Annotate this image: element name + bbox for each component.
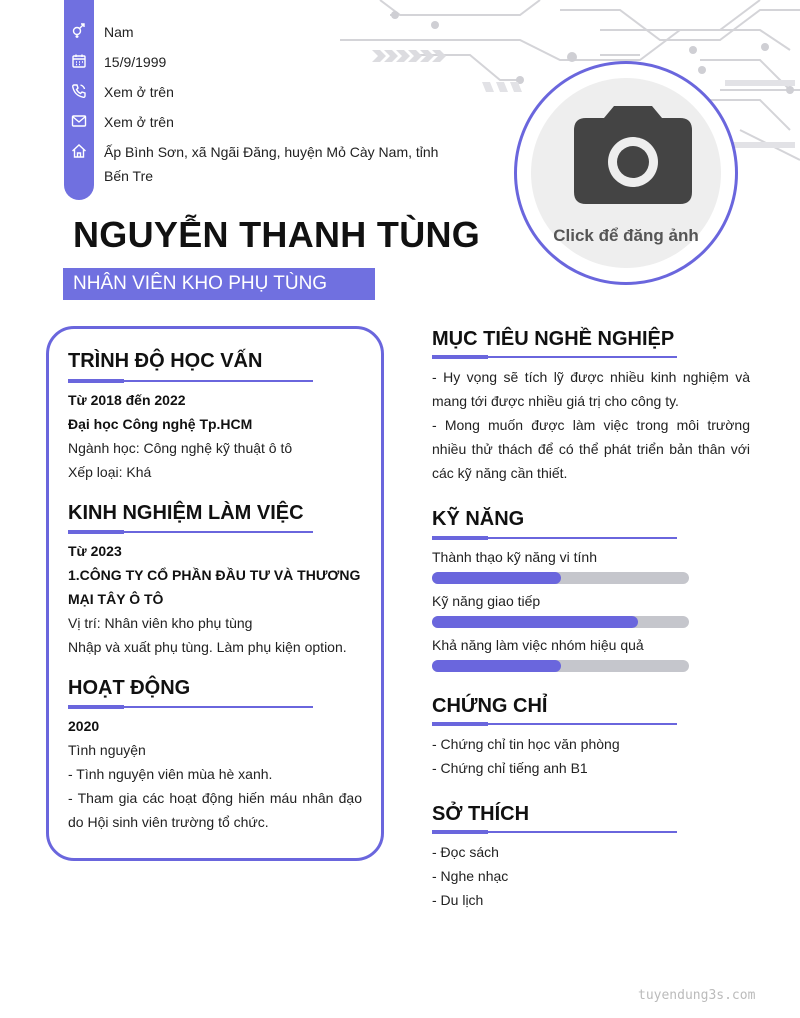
hobby-item: - Đọc sách [432, 844, 499, 860]
skill-label: Khả năng làm việc nhóm hiệu quả [432, 637, 644, 653]
objective-line-2: - Mong muốn được làm việc trong môi trường nhiều thử thách để có thể phát triển bản thân với các kỹ năng cần thiết. [432, 417, 750, 481]
activities-name: Tình nguyện [68, 742, 146, 758]
photo-upload[interactable] [514, 61, 738, 285]
education-title: TRÌNH ĐỘ HỌC VẤN [68, 350, 263, 372]
skill-bar [432, 616, 689, 628]
photo-upload-label: Click để đăng ảnh [553, 226, 699, 245]
address-text: Ấp Bình Sơn, xã Ngãi Đăng, huyện Mỏ Cày Nam, tỉnh Bến Tre [104, 144, 439, 184]
objective-title: MỤC TIÊU NGHỀ NGHIỆP [432, 328, 675, 350]
skill-bar-fill [432, 660, 561, 672]
education-period: Từ 2018 đến 2022 [68, 392, 186, 408]
experience-divider [68, 531, 313, 533]
education-rank: Xếp loại: Khá [68, 464, 152, 480]
education-major: Ngành học: Công nghệ kỹ thuật ô tô [68, 440, 293, 456]
certificates-title: CHỨNG CHỈ [432, 695, 548, 717]
activities-title: HOẠT ĐỘNG [68, 677, 191, 699]
gender-text: Nam [104, 24, 134, 40]
certificates-divider [432, 723, 677, 725]
skill-bar [432, 660, 689, 672]
home-icon [64, 140, 94, 162]
skill-label: Kỹ năng giao tiếp [432, 593, 541, 609]
experience-company: 1.CÔNG TY CỔ PHẦN ĐẦU TƯ VÀ THƯƠNG MẠI TÂY Ô TÔ [68, 567, 361, 607]
experience-role: Vị trí: Nhân viên kho phụ tùng [68, 615, 253, 631]
contact-phone [64, 80, 464, 104]
skill-bar [432, 572, 689, 584]
email-text: Xem ở trên [104, 114, 174, 130]
skills-divider [432, 537, 677, 539]
skills-title: KỸ NĂNG [432, 508, 525, 530]
email-icon [64, 110, 94, 132]
objective-divider [432, 356, 677, 358]
activities-year: 2020 [68, 718, 100, 734]
contact-email [64, 110, 464, 134]
hobby-item: - Du lịch [432, 892, 484, 908]
candidate-name: NGUYỄN THANH TÙNG [73, 214, 481, 255]
camera-icon [574, 104, 692, 204]
activities-item-2: - Tham gia các hoạt động hiến máu nhân đạo do Hội sinh viên trường tổ chức. [68, 790, 362, 830]
hobby-item: - Nghe nhạc [432, 868, 509, 884]
phone-icon [64, 80, 94, 102]
hobbies-divider [432, 831, 677, 833]
education-divider [68, 380, 313, 382]
contact-gender [64, 20, 464, 44]
calendar-icon [64, 50, 94, 72]
activities-item-1: - Tình nguyện viên mùa hè xanh. [68, 766, 273, 782]
objective-line-1: - Hy vọng sẽ tích lỹ được nhiều kinh nghiệm và mang tới được nhiều giá trị cho công ty. [432, 369, 750, 409]
photo-placeholder [531, 78, 721, 268]
activities-divider [68, 706, 313, 708]
certificate-item: - Chứng chỉ tin học văn phòng [432, 736, 620, 752]
watermark: tuyendung3s.com [638, 988, 756, 1003]
hobbies-title: SỞ THÍCH [432, 803, 530, 825]
position-title: NHÂN VIÊN KHO PHỤ TÙNG [63, 268, 375, 300]
education-school: Đại học Công nghệ Tp.HCM [68, 416, 253, 432]
birthday-text: 15/9/1999 [104, 54, 167, 70]
skill-label: Thành thạo kỹ năng vi tính [432, 549, 597, 565]
contact-address [64, 140, 464, 188]
contact-birthday [64, 50, 464, 74]
skill-bar-fill [432, 572, 561, 584]
gender-icon [64, 20, 94, 42]
skill-bar-fill [432, 616, 638, 628]
experience-period: Từ 2023 [68, 543, 122, 559]
certificate-item: - Chứng chỉ tiếng anh B1 [432, 760, 588, 776]
experience-title: KINH NGHIỆM LÀM VIỆC [68, 502, 304, 524]
experience-tasks: Nhập và xuất phụ tùng. Làm phụ kiện option. [68, 639, 347, 655]
phone-text: Xem ở trên [104, 84, 174, 100]
